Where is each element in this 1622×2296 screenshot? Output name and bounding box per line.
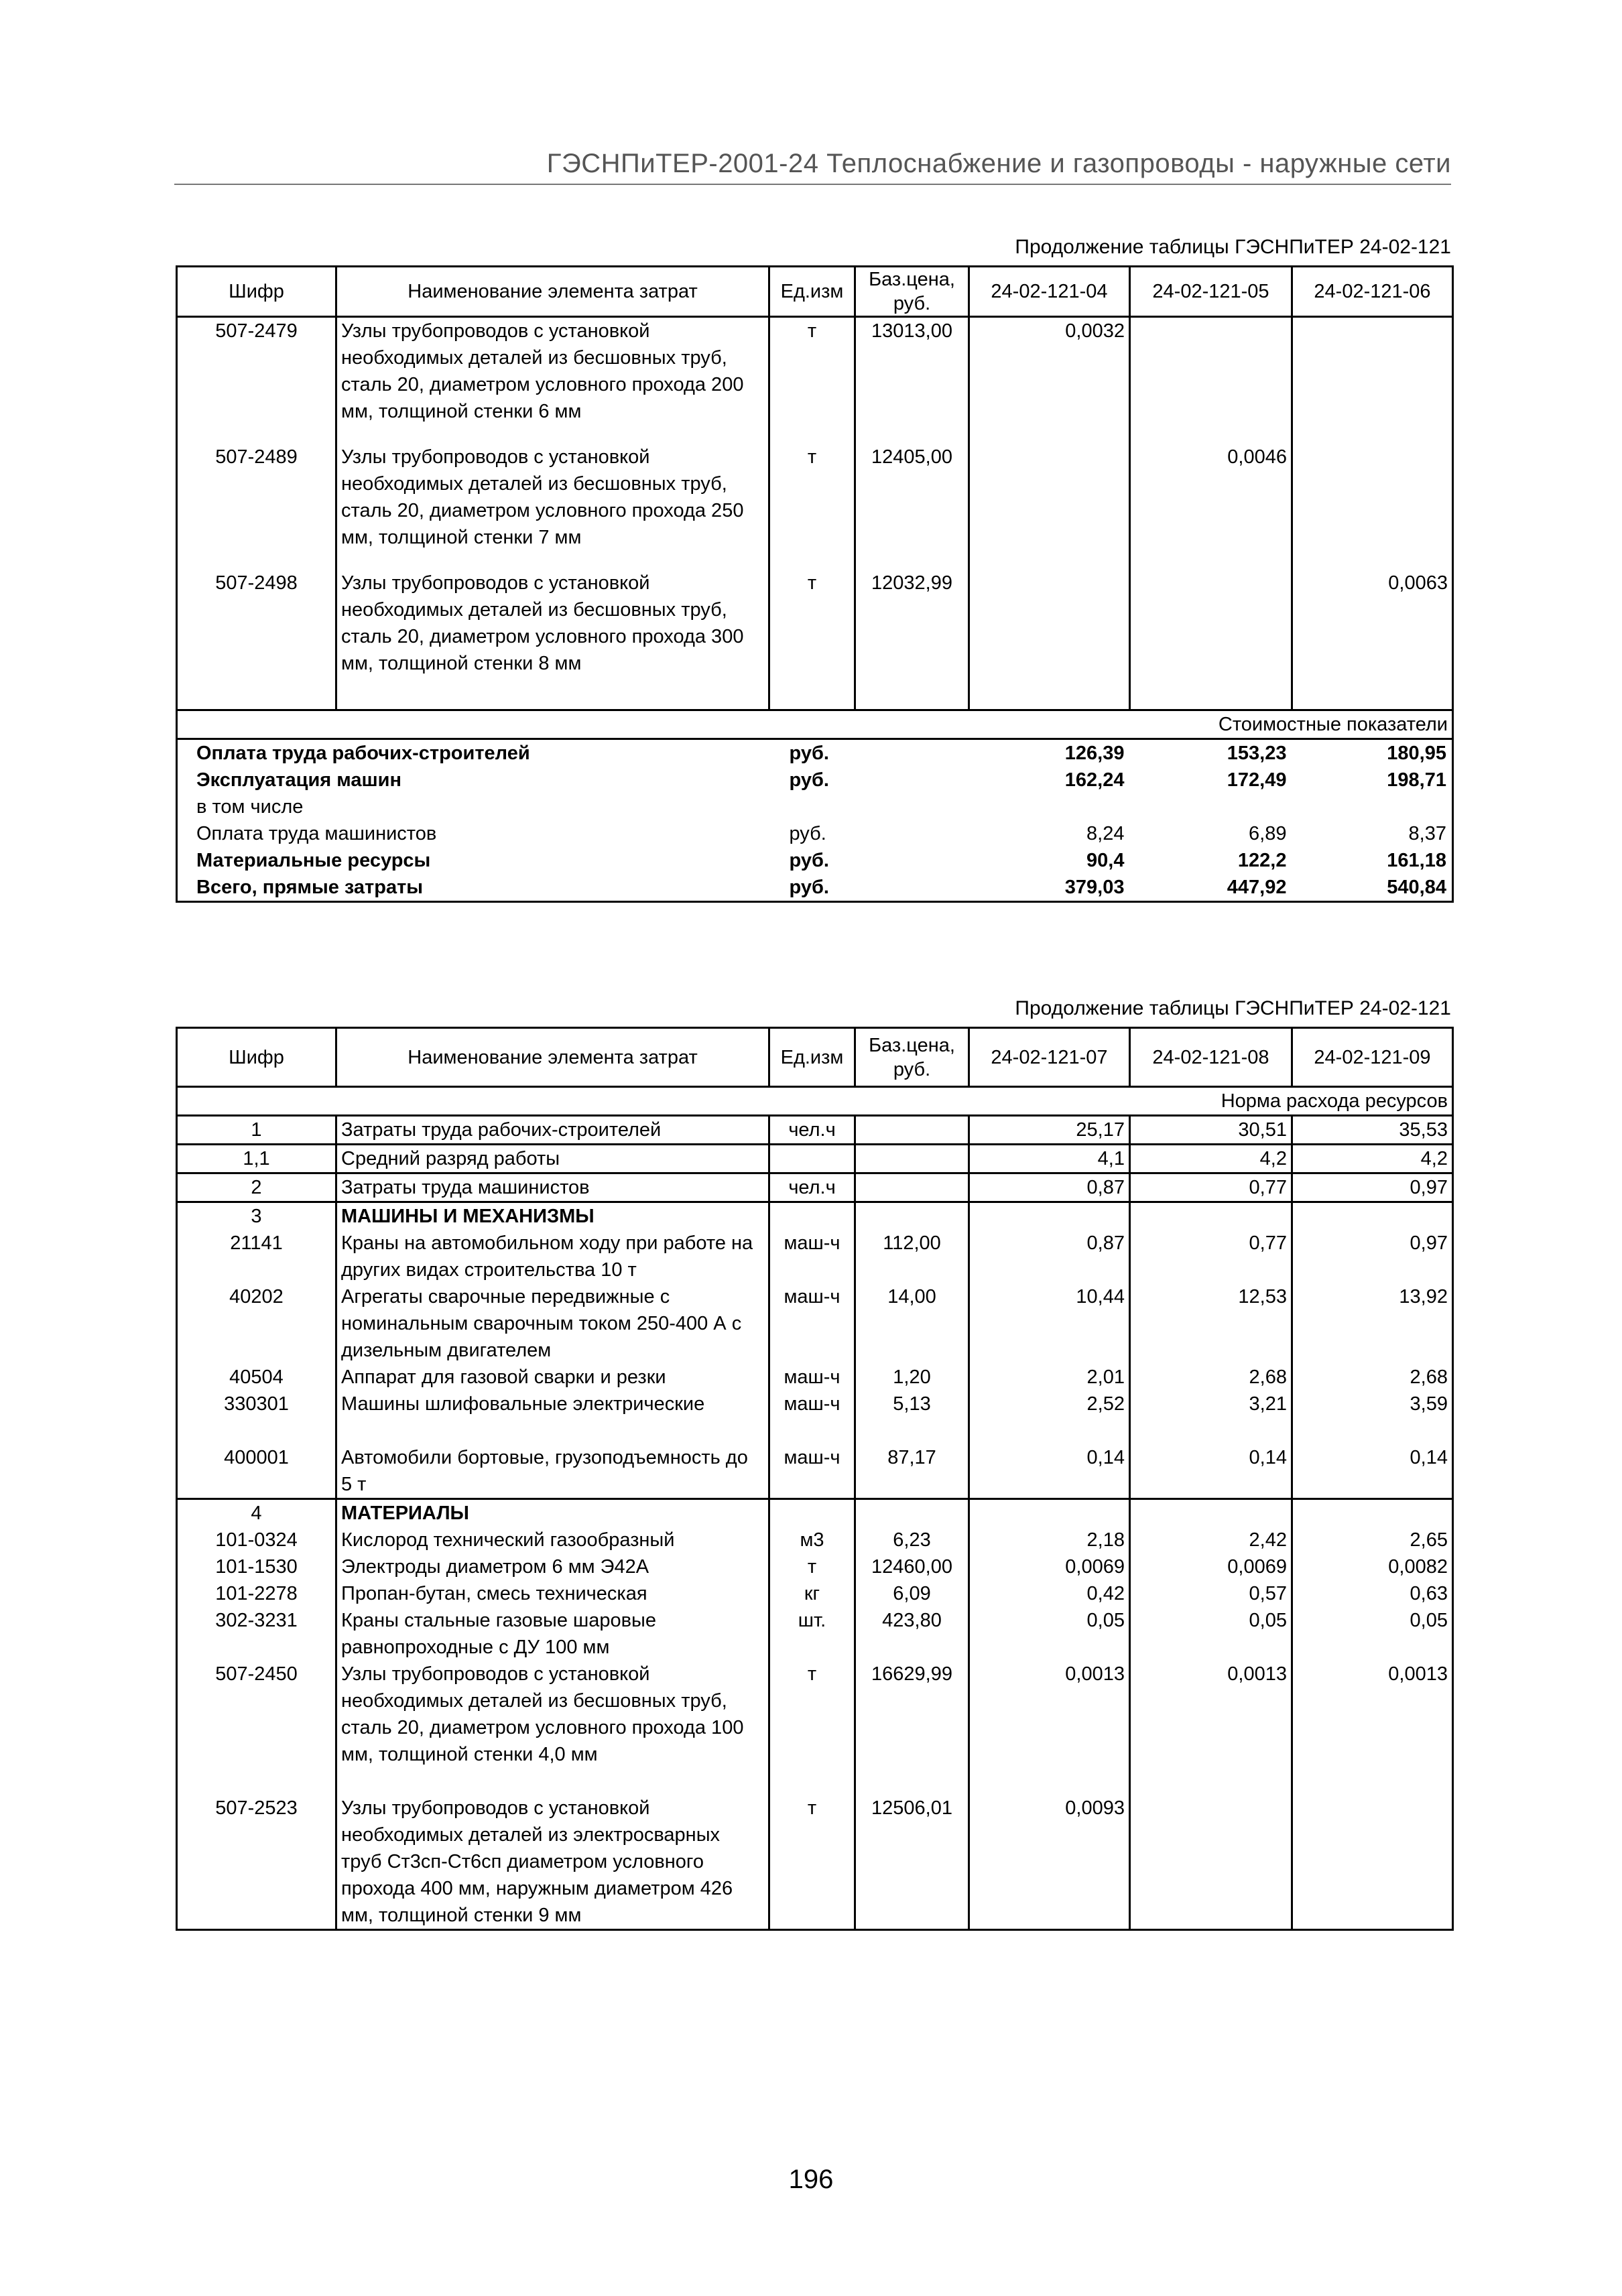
summary-row	[177, 767, 1453, 793]
table-row	[177, 1173, 1453, 1202]
summary-unit: руб.	[789, 823, 826, 844]
row-value-1	[969, 1202, 1130, 1230]
table-row	[177, 444, 1453, 570]
row-name: Краны на автомобильном ходу при работе на других видах строительства 10 т	[336, 1230, 769, 1283]
row-value-1: 0,0032	[969, 317, 1130, 444]
row-value-2: 0,77	[1130, 1230, 1292, 1283]
row-value-3	[1292, 444, 1453, 570]
running-header: ГЭСНПиТЕР-2001-24 Теплоснабжение и газопроводы - наружные сети	[546, 149, 1451, 178]
row-unit	[769, 1202, 855, 1230]
row-unit: т	[807, 1663, 817, 1685]
row-name: Затраты труда рабочих-строителей	[336, 1116, 769, 1145]
col-header-code: Шифр	[177, 267, 336, 317]
row-value-3	[1292, 1202, 1453, 1230]
row-price	[855, 1145, 969, 1173]
col-header-price: Баз.цена, руб.	[855, 267, 969, 317]
row-value-1: 0,42	[969, 1580, 1130, 1607]
row-price: 87,17	[855, 1444, 969, 1499]
summary-value-2: 172,49	[1227, 769, 1287, 791]
summary-value-3: 8,37	[1292, 820, 1453, 847]
section-label: Стоимостные показатели	[177, 710, 1453, 739]
row-value-3: 0,97	[1292, 1173, 1453, 1202]
row-value-1: 0,0013	[969, 1661, 1130, 1795]
table2-header-row	[177, 1028, 1453, 1087]
col-header-norm-2: 24-02-121-08	[1130, 1028, 1292, 1087]
row-code: 507-2523	[177, 1795, 336, 1930]
header-rule	[174, 184, 1451, 185]
table-row	[177, 1527, 1453, 1553]
row-value-3: 0,0082	[1292, 1553, 1453, 1580]
row-price: 12032,99	[855, 570, 969, 710]
row-name: МАТЕРИАЛЫ	[336, 1499, 769, 1527]
row-value-1: 4,1	[969, 1145, 1130, 1173]
row-name: Краны стальные газовые шаровые равнопроходные с ДУ 100 мм	[336, 1607, 769, 1661]
table-row	[177, 1230, 1453, 1283]
row-value-2: 12,53	[1130, 1283, 1292, 1364]
row-price	[855, 1116, 969, 1145]
row-name: Машины шлифовальные электрические	[336, 1391, 769, 1444]
col-header-unit: Ед.изм	[769, 267, 855, 317]
row-code: 101-2278	[177, 1580, 336, 1607]
summary-price	[855, 820, 969, 847]
row-value-3: 0,0063	[1292, 570, 1453, 710]
col-header-norm-2: 24-02-121-05	[1130, 267, 1292, 317]
row-name: Затраты труда машинистов	[336, 1173, 769, 1202]
summary-value-2: 447,92	[1130, 874, 1292, 902]
col-header-norm-3: 24-02-121-09	[1292, 1028, 1453, 1087]
table2-continuation: Продолжение таблицы ГЭСНПиТЕР 24-02-121	[1015, 997, 1451, 1019]
row-value-3: 0,05	[1292, 1607, 1453, 1661]
col-header-price: Баз.цена, руб.	[855, 1028, 969, 1087]
row-unit: чел.ч	[769, 1173, 855, 1202]
section-label: Норма расхода ресурсов	[177, 1087, 1453, 1116]
table1-continuation: Продолжение таблицы ГЭСНПиТЕР 24-02-121	[1015, 236, 1451, 258]
summary-value-3: 198,71	[1292, 767, 1453, 793]
row-value-2	[1130, 1499, 1292, 1527]
row-code: 507-2489	[177, 444, 336, 570]
row-name: Узлы трубопроводов с установкой необходимых деталей из электросварных труб Ст3сп-Ст6сп диаметром условного прохода 400 мм, наружным диаметром 426 мм, толщиной стенки 9 мм	[336, 1795, 769, 1930]
resource-table-2	[176, 1027, 1454, 1931]
summary-price	[855, 793, 969, 820]
row-value-1: 2,18	[969, 1527, 1130, 1553]
row-value-2: 2,68	[1130, 1364, 1292, 1391]
summary-unit: руб.	[789, 850, 829, 871]
summary-price	[855, 739, 969, 767]
table-row	[177, 1795, 1453, 1930]
row-unit: маш-ч	[784, 1393, 840, 1415]
row-name: Автомобили бортовые, грузоподъемность до 5 т	[336, 1444, 769, 1499]
row-value-3: 0,63	[1292, 1580, 1453, 1607]
row-price: 12460,00	[855, 1553, 969, 1580]
row-value-1: 0,87	[969, 1230, 1130, 1283]
row-unit: маш-ч	[784, 1366, 840, 1388]
row-code: 330301	[177, 1391, 336, 1444]
table-row	[177, 1580, 1453, 1607]
row-value-2: 4,2	[1130, 1145, 1292, 1173]
table-row	[177, 1661, 1453, 1795]
row-value-3	[1292, 1499, 1453, 1527]
row-value-1: 0,87	[969, 1173, 1130, 1202]
summary-label: Эксплуатация машин	[177, 767, 769, 793]
row-value-2	[1130, 317, 1292, 444]
row-value-2: 0,0046	[1130, 444, 1292, 570]
row-unit: маш-ч	[769, 1444, 855, 1499]
row-unit: т	[807, 1556, 817, 1578]
summary-value-2: 122,2	[1237, 850, 1287, 871]
summary-label: в том числе	[177, 793, 769, 820]
table-row	[177, 1499, 1453, 1527]
col-header-unit: Ед.изм	[769, 1028, 855, 1087]
table-row	[177, 1283, 1453, 1364]
col-header-name: Наименование элемента затрат	[336, 1028, 769, 1087]
row-name: Пропан-бутан, смесь техническая	[336, 1580, 769, 1607]
row-value-2: 0,0069	[1130, 1553, 1292, 1580]
row-value-1: 2,52	[969, 1391, 1130, 1444]
row-name: Электроды диаметром 6 мм Э42А	[336, 1553, 769, 1580]
row-code: 21141	[177, 1230, 336, 1283]
row-value-3	[1292, 317, 1453, 444]
row-price: 6,09	[855, 1580, 969, 1607]
summary-price	[855, 874, 969, 902]
row-value-3: 35,53	[1292, 1116, 1453, 1145]
table-row	[177, 570, 1453, 710]
table-row	[177, 1364, 1453, 1391]
summary-value-1: 162,24	[1064, 769, 1125, 791]
row-value-1	[969, 444, 1130, 570]
table-row	[177, 1145, 1453, 1173]
table-row	[177, 1391, 1453, 1444]
row-value-3: 3,59	[1292, 1391, 1453, 1444]
row-value-2: 0,05	[1130, 1607, 1292, 1661]
row-unit: т	[807, 320, 817, 342]
row-price: 13013,00	[855, 317, 969, 444]
row-unit	[769, 1499, 855, 1527]
row-code: 40202	[177, 1283, 336, 1364]
row-value-3: 0,0013	[1292, 1661, 1453, 1795]
row-unit: м3	[800, 1529, 824, 1551]
row-value-2	[1130, 1202, 1292, 1230]
row-unit: маш-ч	[784, 1232, 840, 1254]
row-value-1: 0,05	[969, 1607, 1130, 1661]
row-code: 3	[177, 1202, 336, 1230]
summary-value-1: 379,03	[969, 874, 1130, 902]
summary-row	[177, 820, 1453, 847]
row-value-2	[1130, 570, 1292, 710]
row-code: 101-1530	[177, 1553, 336, 1580]
row-value-3: 13,92	[1292, 1283, 1453, 1364]
row-price	[855, 1499, 969, 1527]
row-price: 6,23	[855, 1527, 969, 1553]
row-value-1: 25,17	[969, 1116, 1130, 1145]
row-value-2: 0,14	[1130, 1444, 1292, 1499]
summary-row	[177, 874, 1453, 902]
table-row	[177, 1553, 1453, 1580]
summary-unit	[769, 793, 855, 820]
row-value-2: 30,51	[1130, 1116, 1292, 1145]
summary-value-3: 180,95	[1292, 739, 1453, 767]
resource-table-1	[176, 265, 1454, 903]
summary-label: Оплата труда машинистов	[177, 820, 769, 847]
summary-value-1: 126,39	[1064, 743, 1125, 764]
row-code: 101-0324	[177, 1527, 336, 1553]
summary-label: Материальные ресурсы	[177, 847, 769, 874]
row-unit: кг	[804, 1583, 820, 1604]
row-price: 12506,01	[855, 1795, 969, 1930]
row-name: Аппарат для газовой сварки и резки	[336, 1364, 769, 1391]
row-unit: шт.	[798, 1610, 826, 1631]
row-value-2: 0,77	[1130, 1173, 1292, 1202]
row-code: 400001	[177, 1444, 336, 1499]
row-value-3	[1292, 1795, 1453, 1930]
row-code: 302-3231	[177, 1607, 336, 1661]
row-value-2: 2,42	[1130, 1527, 1292, 1553]
table-row	[177, 1607, 1453, 1661]
row-code: 4	[177, 1499, 336, 1527]
row-unit: т	[769, 1795, 855, 1930]
row-name: Узлы трубопроводов с установкой необходимых деталей из бесшовных труб, сталь 20, диаметром условного прохода 200 мм, толщиной стенки 6 мм	[336, 317, 769, 444]
section-label-row	[177, 1087, 1453, 1116]
row-price: 5,13	[855, 1391, 969, 1444]
col-header-norm-1: 24-02-121-07	[969, 1028, 1130, 1087]
summary-value-1: 90,4	[1086, 850, 1125, 871]
summary-unit: руб.	[789, 769, 829, 791]
row-value-1: 0,0093	[969, 1795, 1130, 1930]
summary-row	[177, 739, 1453, 767]
col-header-code: Шифр	[177, 1028, 336, 1087]
table-row	[177, 317, 1453, 444]
summary-row	[177, 793, 1453, 820]
summary-price	[855, 847, 969, 874]
row-name: Узлы трубопроводов с установкой необходимых деталей из бесшовных труб, сталь 20, диаметром условного прохода 100 мм, толщиной стенки 4,0 мм	[336, 1661, 769, 1795]
row-code: 40504	[177, 1364, 336, 1391]
row-code: 507-2498	[177, 570, 336, 710]
row-code: 1,1	[177, 1145, 336, 1173]
row-price	[855, 1202, 969, 1230]
row-value-3: 0,97	[1292, 1230, 1453, 1283]
row-value-1: 0,14	[969, 1444, 1130, 1499]
table-row	[177, 1444, 1453, 1499]
row-name: Узлы трубопроводов с установкой необходимых деталей из бесшовных труб, сталь 20, диаметром условного прохода 300 мм, толщиной стенки 8 мм	[336, 570, 769, 710]
row-unit: т	[807, 446, 817, 468]
row-value-2: 0,57	[1130, 1580, 1292, 1607]
row-value-1: 10,44	[969, 1283, 1130, 1364]
summary-value-1: 8,24	[1086, 823, 1125, 844]
row-name: Агрегаты сварочные передвижные с номинальным сварочным током 250-400 А с дизельным двигателем	[336, 1283, 769, 1364]
summary-value-2: 6,89	[1249, 823, 1287, 844]
section-label-row	[177, 710, 1453, 739]
row-value-3: 2,68	[1292, 1364, 1453, 1391]
row-value-1: 0,0069	[969, 1553, 1130, 1580]
row-code: 507-2479	[177, 317, 336, 444]
row-value-2	[1130, 1795, 1292, 1930]
row-value-2: 3,21	[1130, 1391, 1292, 1444]
summary-unit: руб.	[789, 743, 829, 764]
row-price: 112,00	[855, 1230, 969, 1283]
row-price: 16629,99	[855, 1661, 969, 1795]
row-code: 507-2450	[177, 1661, 336, 1795]
row-code: 1	[177, 1116, 336, 1145]
table-row	[177, 1116, 1453, 1145]
row-unit: т	[807, 572, 817, 594]
summary-row	[177, 847, 1453, 874]
row-name: Средний разряд работы	[336, 1145, 769, 1173]
summary-label: Всего, прямые затраты	[177, 874, 769, 902]
row-value-1: 2,01	[969, 1364, 1130, 1391]
row-value-1	[969, 570, 1130, 710]
col-header-norm-1: 24-02-121-04	[969, 267, 1130, 317]
col-header-norm-3: 24-02-121-06	[1292, 267, 1453, 317]
row-unit: чел.ч	[769, 1116, 855, 1145]
row-unit	[769, 1145, 855, 1173]
summary-value-3: 161,18	[1292, 847, 1453, 874]
row-unit: маш-ч	[784, 1286, 840, 1308]
row-price: 12405,00	[855, 444, 969, 570]
summary-value-2	[1130, 793, 1292, 820]
row-value-3: 0,14	[1292, 1444, 1453, 1499]
row-value-1	[969, 1499, 1130, 1527]
row-name: Кислород технический газообразный	[336, 1527, 769, 1553]
summary-price	[855, 767, 969, 793]
row-value-3: 4,2	[1292, 1145, 1453, 1173]
summary-value-1	[969, 793, 1130, 820]
table-row	[177, 1202, 1453, 1230]
summary-value-3: 540,84	[1292, 874, 1453, 902]
row-code: 2	[177, 1173, 336, 1202]
summary-value-3	[1292, 793, 1453, 820]
row-price: 14,00	[855, 1283, 969, 1364]
row-name: МАШИНЫ И МЕХАНИЗМЫ	[336, 1202, 769, 1230]
row-price	[855, 1173, 969, 1202]
row-price: 1,20	[855, 1364, 969, 1391]
row-value-3: 2,65	[1292, 1527, 1453, 1553]
summary-value-2: 153,23	[1227, 743, 1287, 764]
row-name: Узлы трубопроводов с установкой необходимых деталей из бесшовных труб, сталь 20, диаметром условного прохода 250 мм, толщиной стенки 7 мм	[336, 444, 769, 570]
row-price: 423,80	[855, 1607, 969, 1661]
table1-header-row	[177, 267, 1453, 317]
summary-unit: руб.	[769, 874, 855, 902]
row-value-2: 0,0013	[1130, 1661, 1292, 1795]
col-header-name: Наименование элемента затрат	[336, 267, 769, 317]
summary-label: Оплата труда рабочих-строителей	[177, 739, 769, 767]
page-number: 196	[788, 2165, 834, 2194]
